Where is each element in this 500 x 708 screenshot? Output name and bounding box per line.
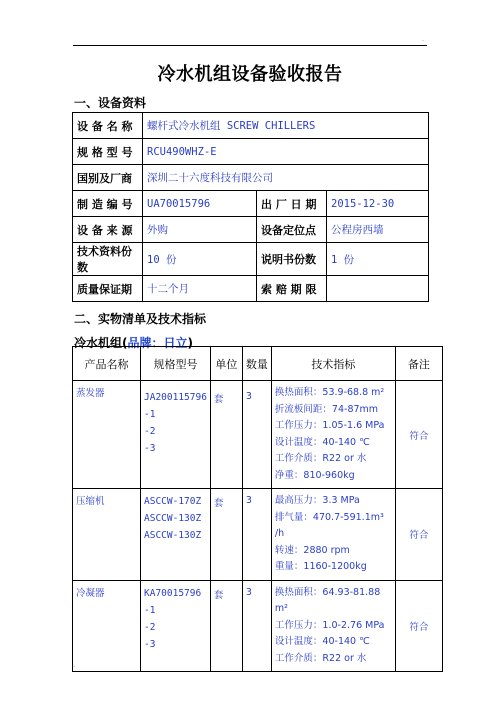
location-label: 设备定位点 — [257, 217, 327, 243]
device-name-value: 螺杆式冷水机组 SCREW CHILLERS — [143, 113, 429, 139]
model-line: -1 — [144, 409, 156, 420]
warranty-value: 十二个月 — [143, 276, 257, 302]
item-unit: 套 — [210, 489, 242, 581]
item-qty: 3 — [242, 489, 271, 581]
item-model — [141, 381, 211, 489]
source-label: 设 备 来 源 — [73, 217, 143, 243]
source-value: 外购 — [143, 217, 257, 243]
model-line: ASCCW-170Z — [144, 496, 202, 507]
spec-line: 重量：1160-1200kg — [274, 561, 367, 572]
equipment-info-table — [72, 112, 429, 302]
spec-line: 排气量：470.7-591.1m³ /h — [274, 511, 384, 539]
inventory-table — [72, 346, 443, 672]
spec-line: 工作压力：1.0-2.76 MPa — [274, 619, 385, 631]
table-row — [73, 489, 443, 581]
table-row — [73, 165, 429, 191]
subsection-prefix: 冷水机组( — [74, 336, 128, 350]
item-model — [141, 489, 211, 581]
spec-line: m² — [274, 603, 288, 614]
item-name: 冷凝器 — [73, 580, 141, 672]
model-line: JA200115796 — [144, 392, 207, 403]
table-row — [73, 381, 443, 489]
spec-line: 工作介质：R22 or 水 — [274, 453, 367, 464]
spec-line: 最高压力：3.3 MPa — [274, 495, 360, 506]
claim-value — [327, 276, 429, 302]
device-name-label: 设 备 名 称 — [73, 113, 143, 139]
col-header-remark: 备注 — [395, 347, 442, 381]
model-line: -3 — [144, 638, 156, 650]
spec-line: 工作介质：R22 or 水 — [274, 652, 367, 664]
table-row — [73, 217, 429, 243]
item-name: 压缩机 — [73, 489, 141, 581]
table-row — [73, 276, 429, 302]
item-specs — [271, 580, 395, 672]
date-label: 出 厂 日 期 — [257, 191, 327, 217]
spec-line: 换热面积：64.93-81.88 — [274, 586, 381, 598]
spec-line: 转速：2880 rpm — [274, 544, 350, 556]
col-header-qty: 数量 — [242, 347, 271, 381]
spec-line: 换热面积：53.9-68.8 m² — [274, 387, 385, 398]
model-line: -2 — [144, 621, 156, 633]
section-heading-inventory: 二、实物清单及技术指标 — [74, 312, 207, 326]
model-value: RCU490WHZ-E — [143, 139, 429, 165]
model-line: -1 — [144, 604, 156, 616]
maker-label: 国别及厂商 — [73, 165, 143, 191]
col-header-model: 规格型号 — [141, 347, 211, 381]
item-specs — [271, 381, 395, 489]
col-header-specs: 技术指标 — [271, 347, 395, 381]
header-rule — [73, 45, 427, 46]
location-value: 公程房西墙 — [327, 217, 429, 243]
model-label: 规 格 型 号 — [73, 139, 143, 165]
item-unit: 套 — [210, 381, 242, 489]
table-header-row — [73, 347, 443, 381]
item-unit: 套 — [210, 580, 242, 672]
warranty-label: 质量保证期 — [73, 276, 143, 302]
serial-label: 制 造 编 号 — [73, 191, 143, 217]
table-row — [73, 113, 429, 139]
item-remark: 符合 — [395, 580, 442, 672]
table-row — [73, 243, 429, 276]
model-line: ASCCW-130Z — [144, 530, 202, 541]
subsection-suffix: ) — [187, 336, 193, 350]
col-header-unit: 单位 — [210, 347, 242, 381]
manual-label: 说明书份数 — [257, 243, 327, 276]
manual-value: 1 份 — [327, 243, 429, 276]
page-title: 冷水机组设备验收报告 — [157, 64, 343, 85]
maker-value: 深圳二十六度科技有限公司 — [143, 165, 429, 191]
header-mark: . — [422, 36, 424, 43]
table-row — [73, 139, 429, 165]
item-remark: 符合 — [395, 381, 442, 489]
item-model — [141, 580, 211, 672]
item-remark: 符合 — [395, 489, 442, 581]
table-row — [73, 191, 429, 217]
brand-label: 品牌：日立 — [127, 336, 188, 350]
docs-label: 技术资料份数 — [73, 243, 143, 276]
docs-value: 10 份 — [143, 243, 257, 276]
spec-line: 净重：810-960kg — [274, 469, 355, 481]
spec-line: 折流板间距：74-87mm — [274, 403, 379, 415]
spec-line: 设计温度：40-140 ℃ — [274, 436, 370, 448]
date-value: 2015-12-30 — [327, 191, 429, 217]
item-name: 蒸发器 — [73, 381, 141, 489]
item-qty: 3 — [242, 580, 271, 672]
table-row — [73, 580, 443, 672]
col-header-name: 产品名称 — [73, 347, 141, 381]
item-specs — [271, 489, 395, 581]
item-qty: 3 — [242, 381, 271, 489]
serial-value: UA70015796 — [143, 191, 257, 217]
model-line: ASCCW-130Z — [144, 513, 202, 524]
spec-line: 工作压力：1.05-1.6 MPa — [274, 420, 385, 431]
footer-mark: .. — [72, 662, 76, 669]
model-line: -3 — [144, 443, 156, 454]
claim-label: 索 赔 期 限 — [257, 276, 327, 302]
spec-line: 设计温度：40-140 ℃ — [274, 636, 370, 647]
section-heading-equipment: 一、设备资料 — [74, 96, 147, 110]
model-line: -2 — [144, 426, 156, 437]
model-line: KA70015796 — [144, 587, 202, 599]
